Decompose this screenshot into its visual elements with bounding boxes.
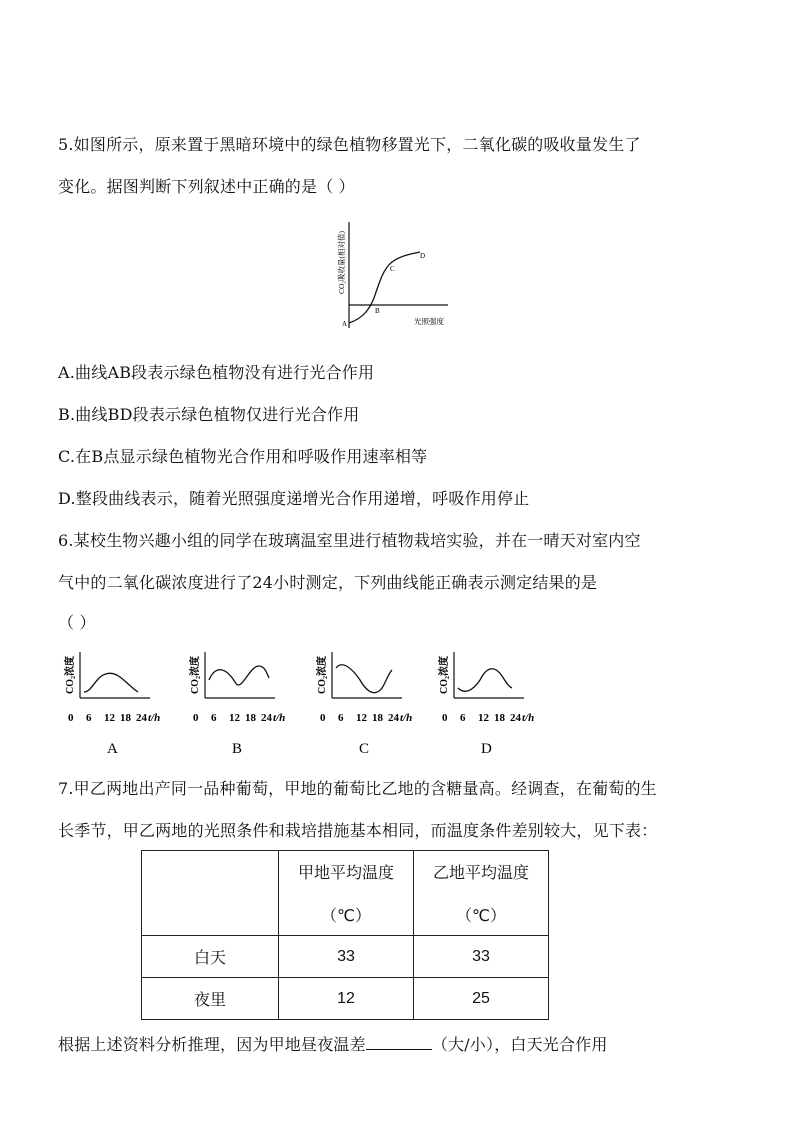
y-axis-label: CO₂浓度 — [190, 656, 201, 694]
q7-line3-part2: （大/小），白天光合作用 — [431, 1035, 608, 1054]
cell-yi: 25 — [414, 978, 549, 1020]
x-unit-label: t/h — [522, 712, 535, 724]
header-yi-unit: （℃） — [456, 908, 506, 925]
x-tick-label: 12 — [478, 712, 489, 724]
choice-label: D — [481, 741, 492, 757]
q5-option-a: A.曲线AB段表示绿色植物没有进行光合作用 — [58, 363, 375, 382]
choice-label: B — [232, 741, 243, 757]
x-unit-label: t/h — [148, 712, 161, 724]
x-tick-label: 0 — [68, 712, 74, 724]
header-yi-label: 乙地平均温度 — [432, 865, 529, 882]
concentration-curve — [458, 669, 512, 692]
q5-xlabel: 光照强度 — [414, 317, 444, 326]
cell-jia: 12 — [279, 978, 414, 1020]
q5-curve — [349, 252, 420, 323]
q5-option-d: D.整段曲线表示，随着光照强度递增光合作用递增，呼吸作用停止 — [58, 489, 530, 508]
q5-option-b: B.曲线BD段表示绿色植物仅进行光合作用 — [58, 405, 360, 424]
q5-point-b: B — [375, 307, 380, 315]
x-tick-label: 12 — [356, 712, 367, 724]
q6-stem-line2: 气中的二氧化碳浓度进行了24小时测定，下列曲线能正确表示测定结果的是 — [58, 573, 598, 592]
q5-stem-line2: 变化。据图判断下列叙述中正确的是（ ） — [58, 177, 355, 196]
x-unit-label: t/h — [400, 712, 413, 724]
table-row — [142, 978, 549, 1020]
y-axis-label: CO₂浓度 — [65, 656, 76, 694]
q7-stem-line2: 长季节，甲乙两地的光照条件和栽培措施基本相同，而温度条件差别较大，见下表： — [58, 821, 658, 840]
q5-stem-line1: 5.如图所示，原来置于黑暗环境中的绿色植物移置光下，二氧化碳的吸收量发生了 — [58, 135, 641, 154]
x-tick-label: 6 — [338, 712, 344, 724]
q6-graph-b — [183, 650, 301, 760]
table-header-row — [142, 851, 549, 936]
q7-stem-line1: 7.甲乙两地出产同一品种葡萄，甲地的葡萄比乙地的含糖量高。经调查，在葡萄的生 — [58, 779, 657, 798]
x-tick-label: 18 — [245, 712, 256, 724]
q5-graph — [336, 218, 466, 336]
x-tick-label: 6 — [211, 712, 217, 724]
q5-point-a: A — [342, 320, 348, 328]
concentration-curve — [84, 673, 138, 692]
concentration-curve — [336, 665, 392, 693]
table-row — [142, 936, 549, 978]
table-header-yi — [414, 851, 549, 936]
x-tick-label: 18 — [494, 712, 505, 724]
q5-option-c: C.在B点显示绿色植物光合作用和呼吸作用速率相等 — [58, 447, 428, 466]
row-label: 夜里 — [142, 978, 279, 1020]
table-header-jia — [279, 851, 414, 936]
x-tick-label: 18 — [372, 712, 383, 724]
x-tick-label: 24 — [261, 712, 272, 724]
x-unit-label: t/h — [273, 712, 286, 724]
header-jia-label: 甲地平均温度 — [297, 865, 394, 882]
q5-point-c: C — [390, 265, 395, 273]
x-tick-label: 0 — [193, 712, 199, 724]
x-tick-label: 12 — [229, 712, 240, 724]
x-tick-label: 0 — [320, 712, 326, 724]
x-tick-label: 18 — [120, 712, 131, 724]
q5-ylabel: CO₂吸收量(相对值) — [337, 230, 346, 294]
x-tick-label: 12 — [104, 712, 115, 724]
q5-point-d: D — [420, 252, 426, 260]
temperature-table — [141, 850, 549, 1020]
q6-graph-c — [310, 650, 428, 760]
choice-label: A — [107, 741, 118, 757]
q6-graph-a — [58, 650, 176, 760]
row-label: 白天 — [142, 936, 279, 978]
concentration-curve — [209, 666, 269, 685]
x-tick-label: 24 — [510, 712, 521, 724]
q7-line3-part1: 根据上述资料分析推理，因为甲地昼夜温差 — [58, 1035, 366, 1054]
choice-label: C — [359, 741, 370, 757]
y-axis-label: CO₂浓度 — [439, 656, 450, 694]
q6-graph-d — [432, 650, 550, 760]
x-tick-label: 24 — [388, 712, 399, 724]
answer-blank[interactable] — [366, 1033, 432, 1050]
x-tick-label: 24 — [136, 712, 147, 724]
x-tick-label: 6 — [86, 712, 92, 724]
cell-jia: 33 — [279, 936, 414, 978]
table-corner-cell — [142, 851, 279, 936]
q7-stem-line3 — [58, 1032, 608, 1055]
header-jia-unit: （℃） — [321, 908, 371, 925]
x-tick-label: 0 — [442, 712, 448, 724]
x-tick-label: 6 — [460, 712, 466, 724]
y-axis-label: CO₂浓度 — [317, 656, 328, 694]
cell-yi: 33 — [414, 936, 549, 978]
q6-stem-line1: 6.某校生物兴趣小组的同学在玻璃温室里进行植物栽培实验，并在一晴天对室内空 — [58, 531, 641, 550]
q6-stem-line3: （ ） — [58, 613, 96, 632]
